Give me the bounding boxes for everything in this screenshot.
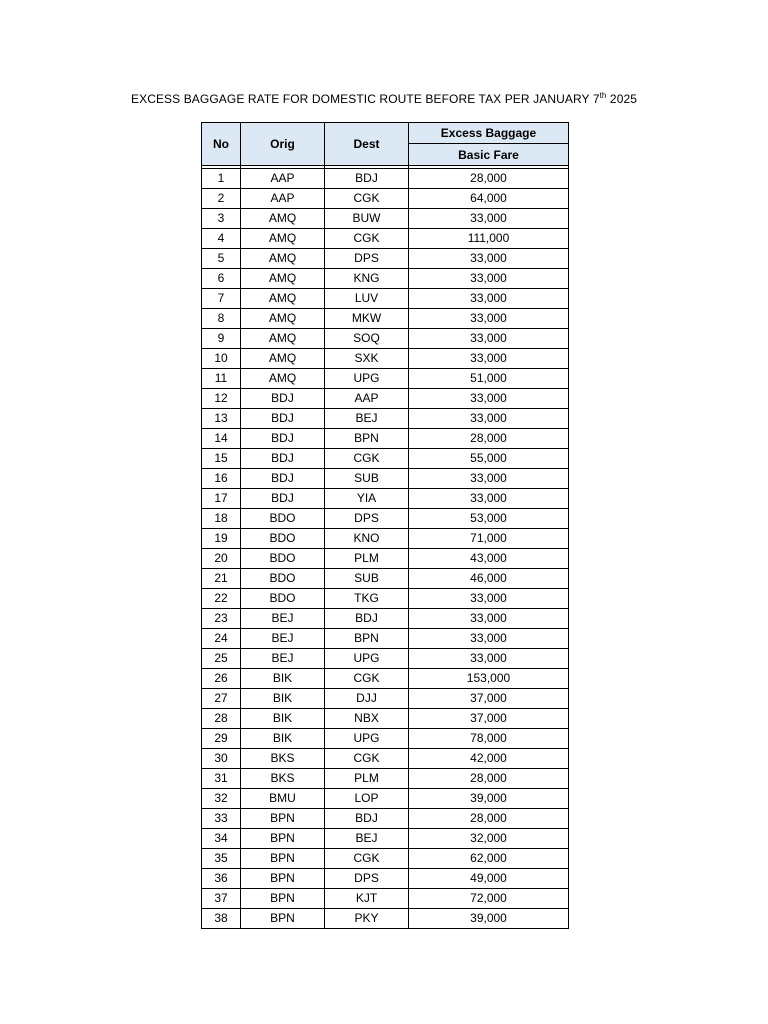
cell-no: 37 <box>202 889 241 909</box>
table-row <box>202 649 569 669</box>
cell-orig: BIK <box>241 669 325 689</box>
cell-no: 32 <box>202 789 241 809</box>
cell-orig: AMQ <box>241 269 325 289</box>
cell-no: 7 <box>202 289 241 309</box>
header-orig: Orig <box>241 123 325 166</box>
cell-orig: AAP <box>241 189 325 209</box>
table-row <box>202 509 569 529</box>
cell-fare: 71,000 <box>409 529 569 549</box>
cell-orig: BDO <box>241 529 325 549</box>
cell-dest: KJT <box>325 889 409 909</box>
cell-dest: CGK <box>325 189 409 209</box>
cell-dest: DJJ <box>325 689 409 709</box>
cell-no: 15 <box>202 449 241 469</box>
cell-no: 31 <box>202 769 241 789</box>
cell-orig: BKS <box>241 769 325 789</box>
table-row <box>202 389 569 409</box>
cell-fare: 64,000 <box>409 189 569 209</box>
cell-orig: AMQ <box>241 229 325 249</box>
page-title <box>0 92 768 106</box>
table-row <box>202 329 569 349</box>
cell-fare: 51,000 <box>409 369 569 389</box>
table-row <box>202 409 569 429</box>
table-row <box>202 369 569 389</box>
cell-fare: 55,000 <box>409 449 569 469</box>
cell-dest: LUV <box>325 289 409 309</box>
cell-no: 2 <box>202 189 241 209</box>
cell-orig: BPN <box>241 829 325 849</box>
cell-fare: 37,000 <box>409 709 569 729</box>
cell-fare: 37,000 <box>409 689 569 709</box>
cell-no: 11 <box>202 369 241 389</box>
cell-no: 6 <box>202 269 241 289</box>
cell-orig: AMQ <box>241 329 325 349</box>
cell-orig: BEJ <box>241 609 325 629</box>
cell-orig: BMU <box>241 789 325 809</box>
cell-orig: AMQ <box>241 369 325 389</box>
table-row <box>202 209 569 229</box>
cell-orig: BDJ <box>241 389 325 409</box>
cell-fare: 39,000 <box>409 909 569 929</box>
cell-orig: BDJ <box>241 449 325 469</box>
table-row <box>202 349 569 369</box>
cell-dest: SOQ <box>325 329 409 349</box>
table-row <box>202 569 569 589</box>
cell-fare: 78,000 <box>409 729 569 749</box>
cell-no: 16 <box>202 469 241 489</box>
cell-dest: KNG <box>325 269 409 289</box>
cell-no: 4 <box>202 229 241 249</box>
cell-fare: 72,000 <box>409 889 569 909</box>
cell-fare: 33,000 <box>409 609 569 629</box>
table-row <box>202 309 569 329</box>
cell-dest: KNO <box>325 529 409 549</box>
cell-dest: DPS <box>325 509 409 529</box>
cell-no: 10 <box>202 349 241 369</box>
cell-dest: PKY <box>325 909 409 929</box>
cell-orig: BPN <box>241 849 325 869</box>
table-row <box>202 269 569 289</box>
cell-dest: UPG <box>325 369 409 389</box>
cell-orig: BIK <box>241 709 325 729</box>
cell-fare: 42,000 <box>409 749 569 769</box>
cell-orig: BDJ <box>241 409 325 429</box>
cell-dest: NBX <box>325 709 409 729</box>
cell-dest: CGK <box>325 449 409 469</box>
cell-no: 27 <box>202 689 241 709</box>
cell-fare: 33,000 <box>409 209 569 229</box>
cell-fare: 32,000 <box>409 829 569 849</box>
table-row <box>202 229 569 249</box>
cell-orig: BIK <box>241 689 325 709</box>
cell-dest: BDJ <box>325 809 409 829</box>
cell-dest: SXK <box>325 349 409 369</box>
cell-no: 17 <box>202 489 241 509</box>
cell-no: 20 <box>202 549 241 569</box>
cell-orig: BEJ <box>241 649 325 669</box>
cell-fare: 53,000 <box>409 509 569 529</box>
cell-fare: 39,000 <box>409 789 569 809</box>
table-row <box>202 429 569 449</box>
cell-no: 19 <box>202 529 241 549</box>
cell-fare: 33,000 <box>409 289 569 309</box>
rate-table <box>201 122 569 929</box>
cell-no: 29 <box>202 729 241 749</box>
table-row <box>202 609 569 629</box>
cell-orig: BKS <box>241 749 325 769</box>
cell-fare: 28,000 <box>409 169 569 189</box>
cell-fare: 28,000 <box>409 429 569 449</box>
cell-dest: LOP <box>325 789 409 809</box>
cell-no: 8 <box>202 309 241 329</box>
cell-no: 28 <box>202 709 241 729</box>
cell-fare: 33,000 <box>409 349 569 369</box>
table-row <box>202 669 569 689</box>
table-row <box>202 289 569 309</box>
cell-no: 23 <box>202 609 241 629</box>
cell-orig: AMQ <box>241 209 325 229</box>
cell-fare: 33,000 <box>409 469 569 489</box>
cell-no: 34 <box>202 829 241 849</box>
cell-no: 14 <box>202 429 241 449</box>
cell-dest: SUB <box>325 469 409 489</box>
table-row <box>202 489 569 509</box>
cell-orig: AAP <box>241 169 325 189</box>
table-row <box>202 629 569 649</box>
cell-orig: BPN <box>241 889 325 909</box>
cell-fare: 153,000 <box>409 669 569 689</box>
cell-fare: 33,000 <box>409 489 569 509</box>
table-row <box>202 729 569 749</box>
cell-dest: BUW <box>325 209 409 229</box>
cell-fare: 46,000 <box>409 569 569 589</box>
cell-no: 26 <box>202 669 241 689</box>
cell-dest: DPS <box>325 249 409 269</box>
table-row <box>202 189 569 209</box>
table-row <box>202 469 569 489</box>
cell-no: 24 <box>202 629 241 649</box>
cell-fare: 33,000 <box>409 589 569 609</box>
table-row <box>202 589 569 609</box>
header-no: No <box>202 123 241 166</box>
cell-dest: PLM <box>325 769 409 789</box>
cell-dest: UPG <box>325 729 409 749</box>
cell-no: 1 <box>202 169 241 189</box>
cell-no: 3 <box>202 209 241 229</box>
table-row <box>202 769 569 789</box>
cell-dest: SUB <box>325 569 409 589</box>
cell-dest: MKW <box>325 309 409 329</box>
cell-dest: CGK <box>325 749 409 769</box>
cell-fare: 33,000 <box>409 309 569 329</box>
cell-no: 30 <box>202 749 241 769</box>
cell-dest: CGK <box>325 669 409 689</box>
cell-fare: 33,000 <box>409 269 569 289</box>
table-body <box>202 169 569 929</box>
cell-dest: CGK <box>325 849 409 869</box>
cell-dest: UPG <box>325 649 409 669</box>
cell-no: 5 <box>202 249 241 269</box>
cell-orig: BDO <box>241 509 325 529</box>
cell-no: 18 <box>202 509 241 529</box>
table-row <box>202 809 569 829</box>
header-basic-fare: Basic Fare <box>409 144 569 166</box>
title-superscript: th <box>599 91 607 100</box>
table-row <box>202 549 569 569</box>
cell-orig: AMQ <box>241 289 325 309</box>
cell-orig: BEJ <box>241 629 325 649</box>
cell-dest: DPS <box>325 869 409 889</box>
table-row <box>202 689 569 709</box>
cell-dest: YIA <box>325 489 409 509</box>
cell-orig: BDJ <box>241 469 325 489</box>
cell-dest: AAP <box>325 389 409 409</box>
cell-orig: BPN <box>241 869 325 889</box>
cell-no: 33 <box>202 809 241 829</box>
table-row <box>202 829 569 849</box>
cell-dest: BEJ <box>325 829 409 849</box>
cell-orig: BPN <box>241 909 325 929</box>
table-row <box>202 889 569 909</box>
cell-dest: BDJ <box>325 609 409 629</box>
cell-fare: 33,000 <box>409 249 569 269</box>
cell-dest: BPN <box>325 629 409 649</box>
cell-no: 25 <box>202 649 241 669</box>
cell-fare: 62,000 <box>409 849 569 869</box>
table-header <box>202 123 569 166</box>
table-row <box>202 169 569 189</box>
table-row <box>202 249 569 269</box>
header-excess-baggage: Excess Baggage <box>409 123 569 144</box>
cell-dest: BEJ <box>325 409 409 429</box>
title-text: EXCESS BAGGAGE RATE FOR DOMESTIC ROUTE BEFORE TAX PER JANUARY 7 <box>130 92 600 106</box>
cell-no: 21 <box>202 569 241 589</box>
title-year: 2025 <box>606 92 638 106</box>
cell-orig: AMQ <box>241 349 325 369</box>
cell-no: 13 <box>202 409 241 429</box>
cell-orig: BDO <box>241 549 325 569</box>
cell-dest: CGK <box>325 229 409 249</box>
cell-fare: 33,000 <box>409 329 569 349</box>
cell-orig: BDO <box>241 589 325 609</box>
cell-no: 22 <box>202 589 241 609</box>
table-row <box>202 909 569 929</box>
cell-orig: BPN <box>241 809 325 829</box>
table-row <box>202 529 569 549</box>
cell-dest: TKG <box>325 589 409 609</box>
table-row <box>202 449 569 469</box>
table-row <box>202 749 569 769</box>
cell-fare: 33,000 <box>409 409 569 429</box>
cell-fare: 49,000 <box>409 869 569 889</box>
cell-fare: 28,000 <box>409 809 569 829</box>
cell-orig: AMQ <box>241 249 325 269</box>
cell-fare: 33,000 <box>409 629 569 649</box>
header-dest: Dest <box>325 123 409 166</box>
table-row <box>202 869 569 889</box>
cell-no: 36 <box>202 869 241 889</box>
cell-no: 9 <box>202 329 241 349</box>
table-row <box>202 789 569 809</box>
cell-fare: 33,000 <box>409 649 569 669</box>
table-row <box>202 709 569 729</box>
cell-fare: 111,000 <box>409 229 569 249</box>
cell-fare: 43,000 <box>409 549 569 569</box>
cell-fare: 33,000 <box>409 389 569 409</box>
cell-orig: BDJ <box>241 429 325 449</box>
cell-fare: 28,000 <box>409 769 569 789</box>
cell-no: 35 <box>202 849 241 869</box>
table-row <box>202 849 569 869</box>
cell-orig: BDO <box>241 569 325 589</box>
cell-no: 38 <box>202 909 241 929</box>
cell-orig: AMQ <box>241 309 325 329</box>
cell-dest: BPN <box>325 429 409 449</box>
cell-orig: BDJ <box>241 489 325 509</box>
cell-orig: BIK <box>241 729 325 749</box>
cell-dest: BDJ <box>325 169 409 189</box>
cell-no: 12 <box>202 389 241 409</box>
cell-dest: PLM <box>325 549 409 569</box>
